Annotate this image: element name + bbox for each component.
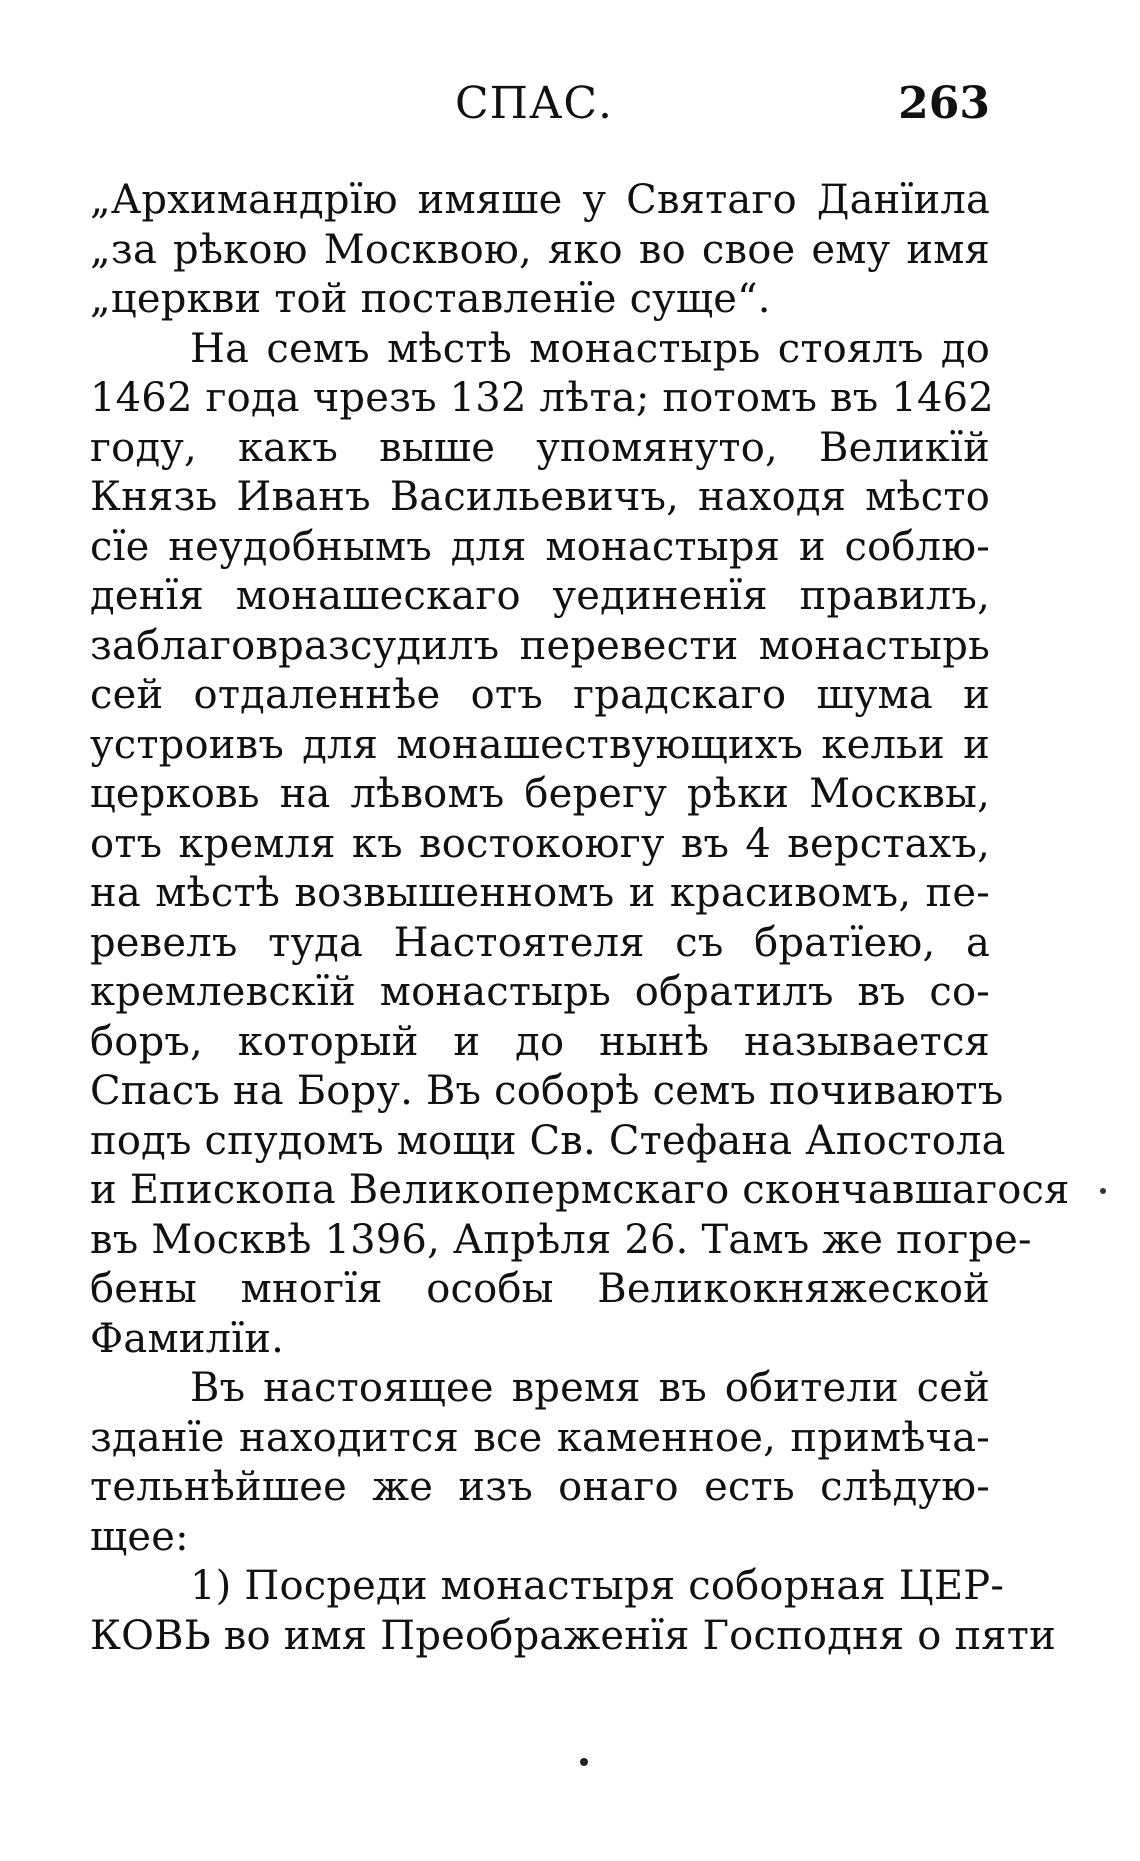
text-line: отъ кремля къ востокоюгу въ 4 верстахъ, [90, 820, 990, 867]
text-line: денїя монашескаго уединенїя правилъ, [90, 573, 990, 619]
text-line: бены многїя особы Великокняжеской [90, 1266, 990, 1312]
text-line: зданїе находится все каменное, примѣча- [90, 1414, 990, 1461]
page-header [90, 78, 990, 138]
text-line: сей отдаленнѣе отъ градскаго шума и [90, 672, 990, 718]
text-line: Фамилїи. [90, 1315, 285, 1362]
ink-speck [1100, 1188, 1106, 1194]
text-line: 1) Посреди монастыря соборная ЦЕР- [190, 1563, 1005, 1609]
text-line: КОВЬ во имя Преображенїя Господня о пяти [90, 1612, 1056, 1659]
text-line: „за рѣкою Москвою, яко во свое ему имя [90, 226, 990, 273]
ink-speck [580, 1758, 588, 1766]
text-line: щее: [90, 1513, 189, 1560]
text-line: церковь на лѣвомъ берегу рѣки Москвы, [90, 771, 990, 817]
text-line: Князь Иванъ Васильевичъ, находя мѣсто [90, 474, 990, 520]
text-line: устроивъ для монашествующихъ кельи и [90, 721, 990, 768]
page-number: 263 [898, 78, 990, 129]
text-line: 1462 года чрезъ 132 лѣта; потомъ въ 1462 [90, 375, 994, 421]
text-line: „Архимандрїю имяше у Святаго Данїила [90, 177, 990, 223]
text-line: заблаговразсудилъ перевести монастырь [90, 622, 990, 669]
text-line: боръ, который и до нынѣ называется [90, 1018, 990, 1065]
text-line: „церкви той поставленїе суще“. [90, 276, 771, 322]
text-line: Въ настоящее время въ обители сей [190, 1365, 990, 1411]
text-line: На семъ мѣстѣ монастырь стоялъ до [190, 325, 990, 372]
text-line: кремлевскїй монастырь обратилъ въ со- [90, 969, 990, 1015]
text-line: въ Москвѣ 1396, Апрѣля 26. Тамъ же погре- [90, 1216, 1032, 1263]
text-line: ревелъ туда Настоятеля съ братїею, а [90, 919, 990, 966]
text-line: на мѣстѣ возвышенномъ и красивомъ, пе- [90, 870, 990, 916]
running-title: СПАС. [455, 78, 614, 129]
text-line: подъ спудомъ мощи Св. Стефана Апостола [90, 1117, 1006, 1164]
text-line: сїе неудобнымъ для монастыря и соблю- [90, 523, 990, 570]
text-line: Спасъ на Бору. Въ соборѣ семъ почиваютъ [90, 1068, 1004, 1114]
text-line: и Епископа Великопермскаго скончавшагося [90, 1167, 1070, 1213]
text-line: году, какъ выше упомянуто, Великїй [90, 424, 990, 471]
body-text [90, 176, 1070, 1661]
text-line: тельнѣйшее же изъ онаго есть слѣдую- [90, 1464, 990, 1510]
